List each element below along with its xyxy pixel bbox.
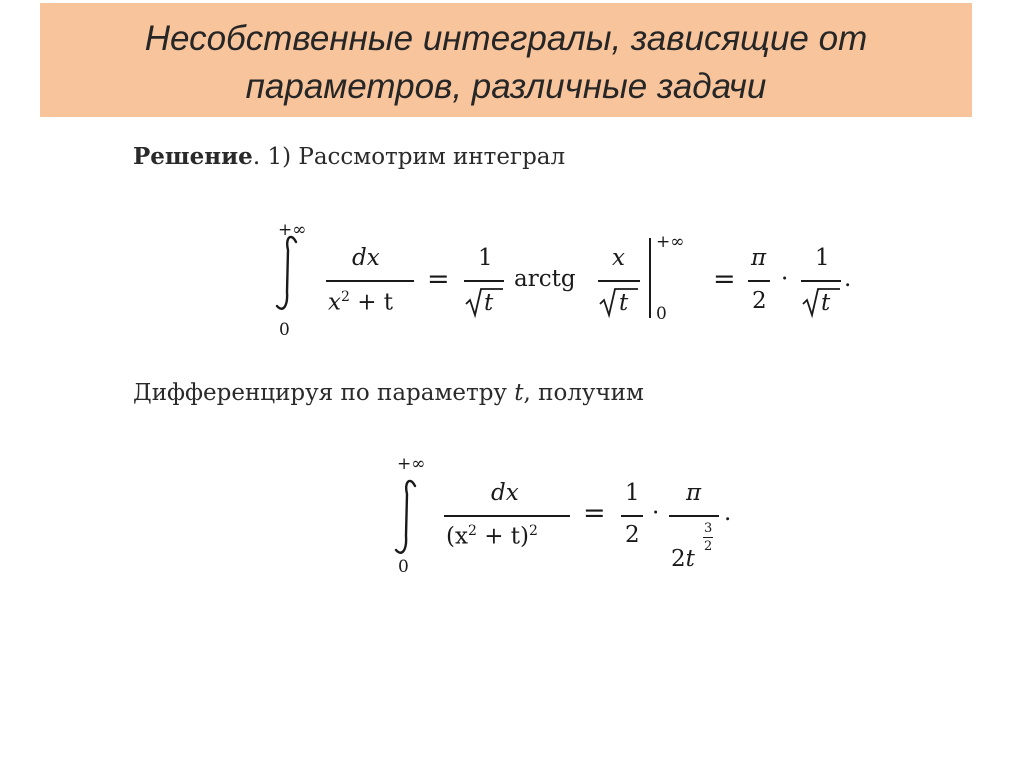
formula-2-exp-denominator: 2 (704, 539, 713, 554)
formula-2-frac2-bar (669, 515, 719, 517)
differentiation-text-after: , получим (523, 380, 644, 406)
formula-1-sqrt-t-2: t (619, 290, 629, 316)
formula-1-lower-limit: 0 (279, 320, 290, 340)
formula-2-upper-limit: +∞ (397, 454, 426, 474)
differentiation-text-before: Дифференцируя по параметру (133, 380, 507, 406)
formula-2-lower-limit: 0 (398, 557, 409, 577)
formula-1-period: . (844, 266, 852, 292)
formula-2-half-denominator: 2 (625, 522, 640, 548)
formula-2-exp-bar (703, 537, 713, 538)
formula-1-arctg: arctg (514, 266, 576, 292)
formula-1-frac5-numerator: 1 (815, 245, 830, 271)
formula-2-half-bar (621, 515, 643, 517)
formula-2-period: . (724, 500, 732, 526)
formula-1-sqrt-t-3: t (821, 290, 831, 316)
formula-2-denominator: $(x^2 + t)^2$ (446, 523, 538, 550)
formula-1-upper-limit: +∞ (278, 220, 307, 240)
formula-2-numerator: dx (491, 480, 519, 506)
formula-1-dot: · (781, 266, 789, 292)
formula-2-pi: π (686, 480, 702, 506)
formula-1-frac1-numerator: dx (352, 245, 380, 271)
formula-2-frac1-bar (444, 515, 570, 517)
formula-1-pi: π (751, 245, 767, 271)
formula-2-equals: = (583, 498, 606, 529)
formula-2-denominator-coef: 2t (671, 546, 695, 572)
differentiation-variable: t (514, 380, 524, 406)
solution-intro-text: 1) Рассмотрим интеграл (267, 144, 566, 170)
slide-title-line-2: параметров, различные задачи (245, 67, 767, 106)
formula-1-equals: = (427, 264, 450, 295)
formula-1-frac2-numerator: 1 (478, 245, 493, 271)
formula-1-eval-upper: +∞ (656, 232, 685, 252)
solution-label: Решение (133, 143, 253, 170)
formula-1-frac3-numerator: x (612, 245, 625, 271)
formula-1-eval-lower: 0 (656, 304, 667, 324)
formula-1-frac1-denominator: $x^2 + t$ (328, 289, 394, 316)
formula-1-sqrt-t-1: t (484, 290, 494, 316)
formula-2-half-numerator: 1 (625, 480, 640, 506)
formula-1-two: 2 (752, 288, 767, 314)
formula-1-equals-2: = (713, 264, 736, 295)
formula-2-dot: · (652, 500, 660, 526)
formula-2-exp-numerator: 3 (704, 521, 713, 536)
slide-title-line-1: Несобственные интегралы, зависящие от (144, 19, 868, 58)
solution-label-punct: . (252, 144, 261, 170)
